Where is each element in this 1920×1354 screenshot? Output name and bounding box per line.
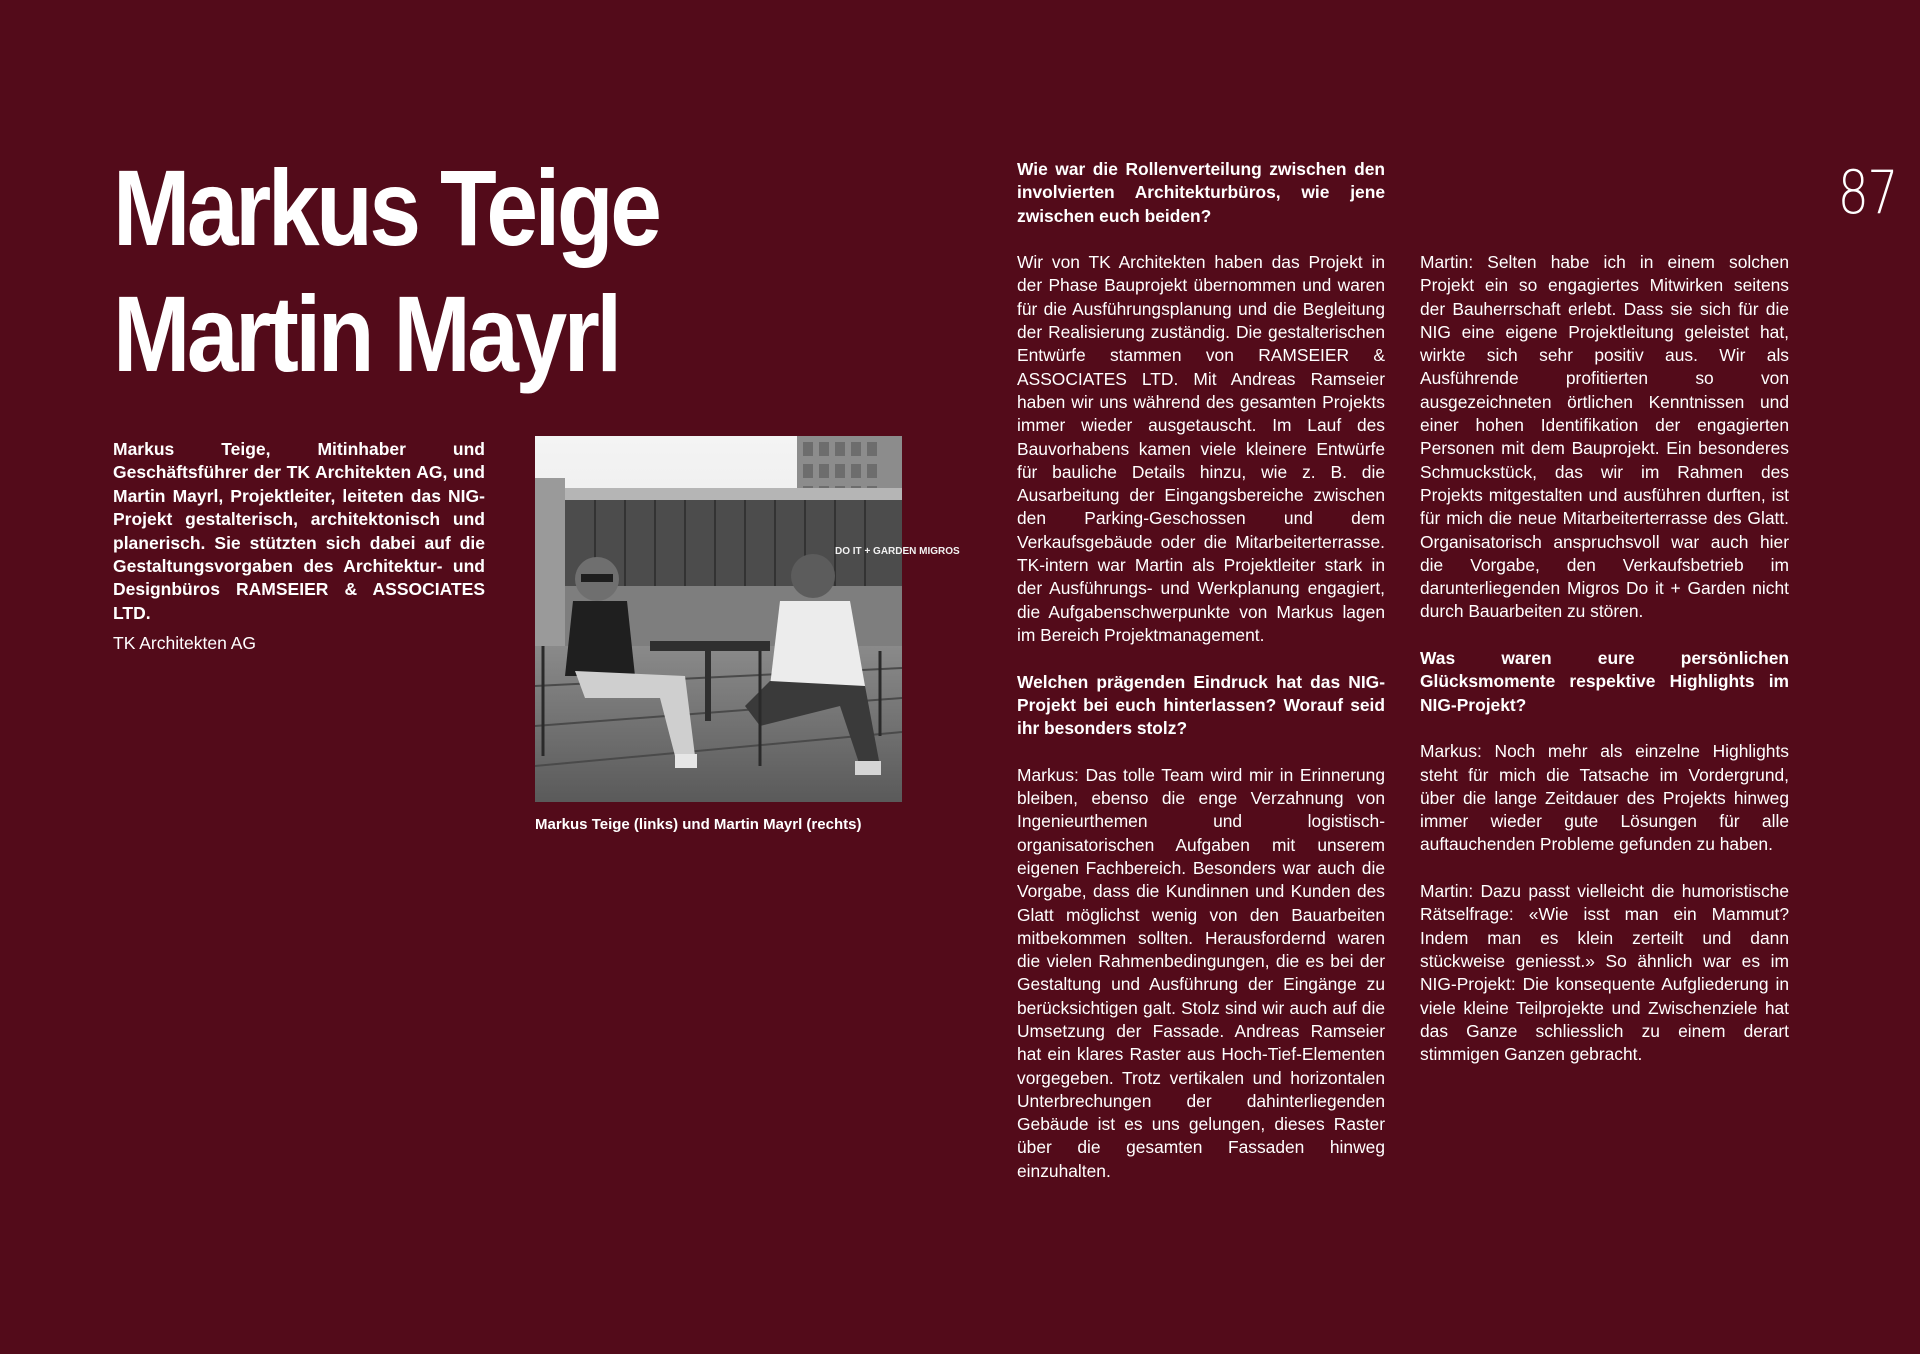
title-line-1: Markus Teige	[113, 147, 659, 268]
page-title	[113, 145, 747, 397]
answer-2-markus: Markus: Das tolle Team wird mir in Erinnerung bleiben, ebenso die enge Verzahnung von Ingenieurthemen und logistisch-organisatorischen Aufgaben mit unserem eigenen Fachbereich. Besonders war auch die Vorgabe, dass die Kundinnen und Kunden des Glatt möglichst wenig von den Bauarbeiten mitbekommen sollten. Herausfordernd waren die vielen Rahmenbedingungen, die es bei der Gestaltung und Ausführung der Eingänge zu berücksichtigen galt. Stolz sind wir auch auf die Umsetzung der Fassade. Andreas Ramseier hat ein klares Raster aus Hoch-Tief-Elementen vorgegeben. Trotz vertikalen und horizontalen Unterbrechungen der dahinterliegenden Gebäude ist es uns gelungen, dieses Raster über die gesamten Fassaden hinweg einzuhalten.	[1017, 764, 1385, 1181]
answer-1: Wir von TK Architekten haben das Projekt in der Phase Bauprojekt übernommen und waren für die Ausführungsplanung und die Begleitung der Realisierung zuständig. Die gestalterischen Entwürfe stammen von RAMSEIER & ASSOCIATES LTD. Mit Andreas Ramseier haben wir uns während des gesamten Projekts immer wieder ausgetauscht. Im Lauf des Bauvorhabens kamen viele kleinere Entwürfe für bauliche Details hinzu, wie z. B. die Ausarbeitung der Eingangsbereiche zwischen den Parking-Geschossen und dem Verkaufsgebäude oder die Mitarbeiterterrasse. TK-intern war Martin als Projektleiter stark in der Ausführungs- und Werkplanung engagiert, die Aufgabenschwerpunkte von Markus lagen im Bereich Projektmanagement.	[1017, 252, 1385, 645]
text-column-1	[1017, 158, 1385, 1206]
question-2: Welchen prägenden Eindruck hat das NIG-Projekt bei euch hinterlassen? Worauf seid ihr besonders stolz?	[1017, 671, 1385, 739]
text-column-2	[1420, 251, 1789, 1090]
page-number: 87	[1837, 158, 1897, 228]
title-line-2: Martin Mayrl	[113, 273, 619, 394]
portrait-photo	[535, 436, 960, 802]
answer-3-martin: Martin: Dazu passt vielleicht die humoristische Rätselfrage: «Wie isst man ein Mammut? Indem man es klein zerteilt und dann stückweise geniesst.» So ähnlich war es im NIG-Projekt: Die konsequente Aufgliederung in viele kleine Teilprojekte und Zwischenziele hat das Ganze schliesslich zu einem derart stimmigen Ganzen gebracht.	[1420, 881, 1789, 1065]
answer-3-markus: Markus: Noch mehr als einzelne Highlights steht für mich die Tatsache im Vordergrund, über die lange Zeitdauer des Projekts hinweg immer wieder gute Lösungen für alle auftauchenden Probleme gefunden zu haben.	[1420, 741, 1789, 855]
photo-caption: Markus Teige (links) und Martin Mayrl (rechts)	[535, 816, 862, 833]
photo-sign-text: DO IT + GARDEN MIGROS	[835, 546, 960, 557]
intro-paragraph: Markus Teige, Mitinhaber und Geschäftsführer der TK Architekten AG, und Martin Mayrl, Projektleiter, leiteten das NIG-Projekt gestalterisch, architektonisch und planerisch. Sie stützten sich dabei auf die Gestaltungsvorgaben des Architektur- und Designbüros RAMSEIER & ASSOCIATES LTD.	[113, 439, 485, 623]
answer-2-martin: Martin: Selten habe ich in einem solchen Projekt ein so engagiertes Mitwirken seitens der Bauherrschaft erlebt. Dass sie sich für die NIG eine eigene Projektleitung geleistet hat, wirkte sich sehr positiv aus. Wir als Ausführende profitierten so von ausgezeichneten örtlichen Kenntnissen und einer hohen Identifikation der engagierten Personen mit dem Bauprojekt. Ein besonderes Schmuckstück, das wir im Rahmen des Projekts mitgestalten und ausführen durften, ist für mich die neue Mitarbeiterterrasse des Glatt. Organisatorisch anspruchsvoll war auch hier die Vorgabe, den Verkaufsbetrieb im darunterliegenden Migros Do it + Garden nicht durch Bauarbeiten zu stören.	[1420, 252, 1789, 622]
photo-illustration	[535, 436, 960, 802]
question-1: Wie war die Rollenverteilung zwischen den involvierten Architekturbüros, wie jene zwischen euch beiden?	[1017, 159, 1385, 226]
question-3: Was waren eure persönlichen Glücksmomente respektive Highlights im NIG-Projekt?	[1420, 648, 1789, 715]
author-credit: TK Architekten AG	[113, 633, 256, 653]
